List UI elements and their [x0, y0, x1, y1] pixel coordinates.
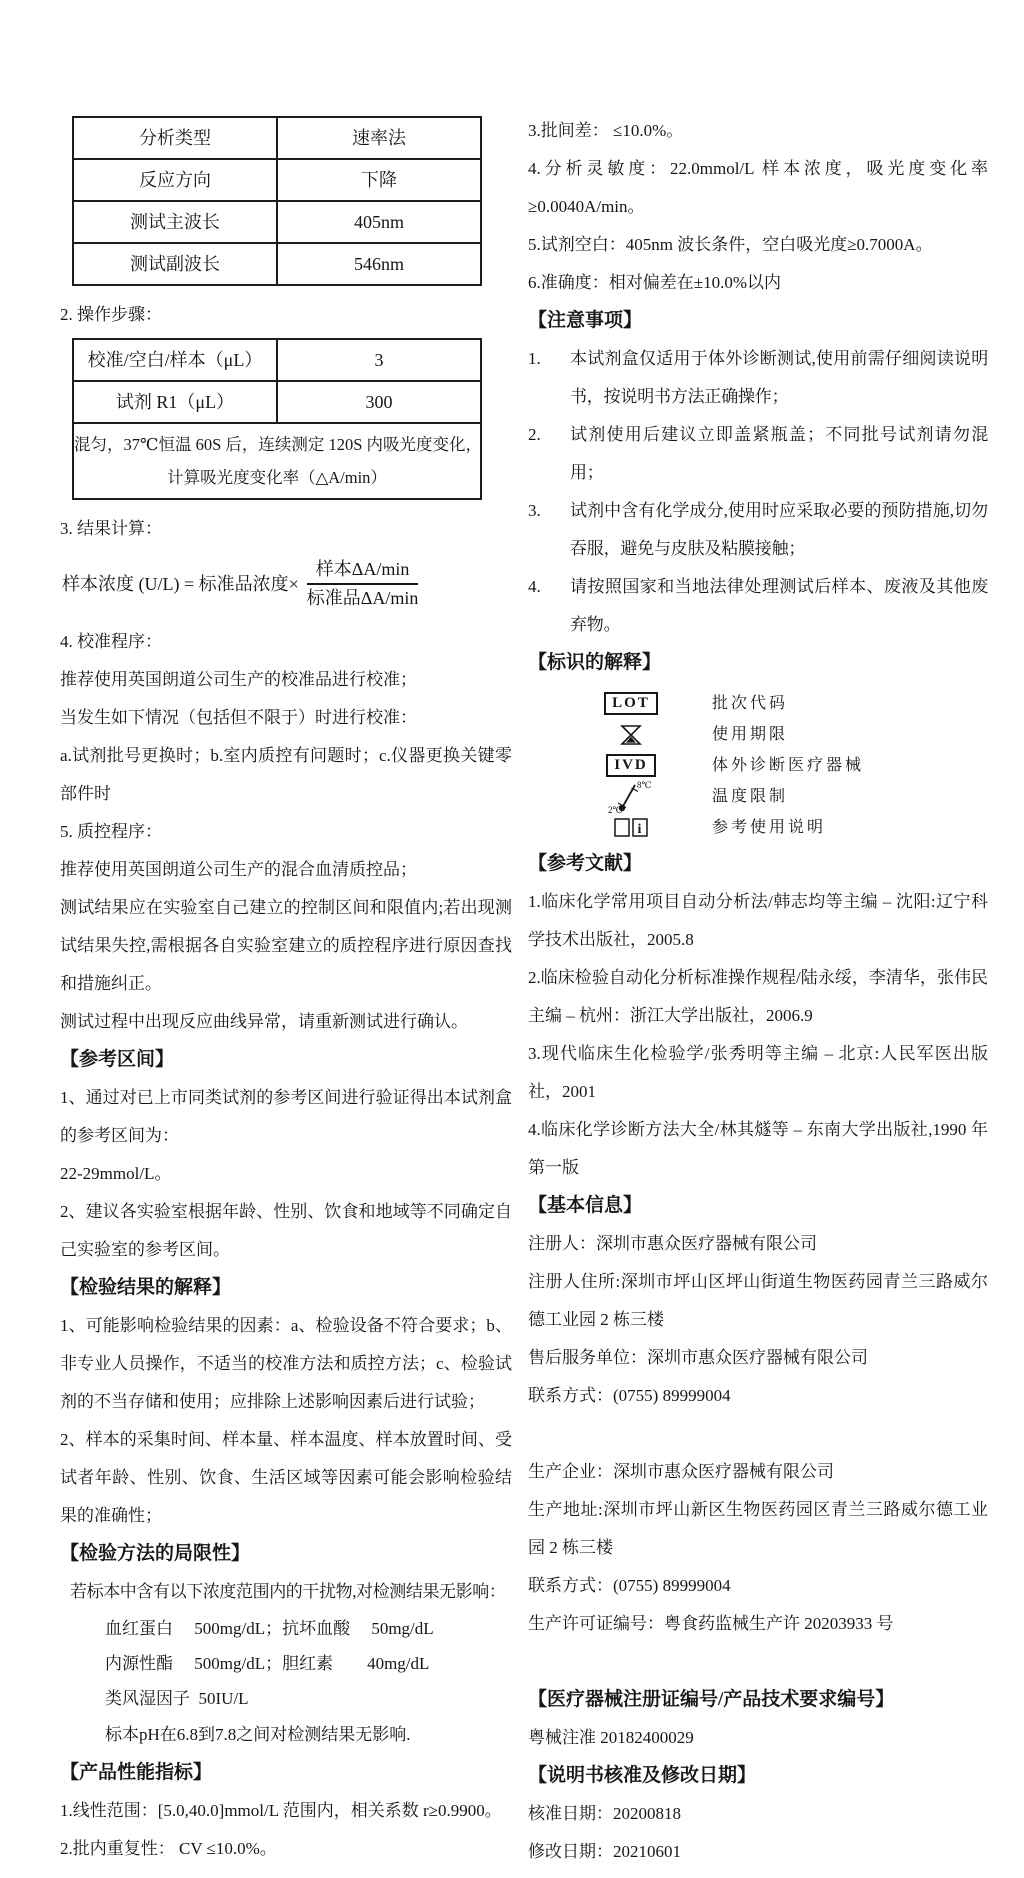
after-sales-line: 售后服务单位：深圳市惠众医疗器械有限公司: [528, 1348, 868, 1367]
param-label-cell: 测试副波长: [73, 243, 277, 285]
interference-line: 类风湿因子 50IU/L: [105, 1688, 249, 1708]
accuracy-spec: 6.准确度：相对偏差在±10.0%以内: [528, 273, 781, 292]
left-column: [60, 112, 512, 1868]
reference-item: 4.临床化学诊断方法大全/林其燧等 – 东南大学出版社,1990 年第一版: [528, 1120, 988, 1177]
reference-item: 3.现代临床生化检验学/张秀明等主编 – 北京:人民军医出版社，2001: [528, 1044, 988, 1101]
table-row: [73, 117, 481, 159]
param-label-cell: 分析类型: [73, 117, 277, 159]
operation-steps-table: [72, 338, 482, 500]
temperature-limit-icon: [607, 779, 655, 815]
interference-line: 内源性酯 500mg/dL；胆红素 40mg/dL: [105, 1653, 430, 1673]
table-row: [73, 159, 481, 201]
param-value-cell: 下降: [277, 159, 481, 201]
precaution-item: [528, 568, 988, 644]
qc-heading: 5. 质控程序：: [60, 821, 162, 841]
param-label-cell: 试剂 R1（μL）: [73, 381, 277, 423]
symbol-label: 参考使用说明: [712, 818, 827, 836]
dates-heading: 【说明书核准及修改日期】: [528, 1765, 757, 1786]
param-value-cell: 速率法: [277, 117, 481, 159]
precaution-number: 2.: [528, 425, 541, 444]
reference-interval-validation: 1、通过对已上市同类试剂的参考区间进行验证得出本试剂盒的参考区间为：: [60, 1087, 512, 1145]
formula-fraction: [307, 558, 419, 611]
precaution-item: [528, 340, 988, 416]
param-label-cell: 校准/空白/样本（μL）: [73, 339, 277, 381]
calibration-conditions: 当发生如下情况（包括但不限于）时进行校准：: [60, 707, 417, 727]
concentration-formula: [62, 558, 512, 611]
interference-intro: 若标本中含有以下浓度范围内的干扰物,对检测结果无影响：: [70, 1581, 506, 1601]
reference-interval-value: 22-29mmol/L。: [60, 1163, 172, 1183]
calibration-heading: 4. 校准程序：: [60, 631, 162, 651]
precaution-number: 1.: [528, 349, 541, 368]
precaution-text: 试剂中含有化学成分,使用时应采取必要的预防措施,切勿吞服，避免与皮肤及粘膜接触；: [570, 501, 988, 558]
formula-denominator: 标准品ΔA/min: [306, 588, 419, 609]
qc-curve-note: 测试过程中出现反应曲线异常，请重新测试进行确认。: [60, 1011, 468, 1031]
param-value-cell: 300: [277, 381, 481, 423]
reference-item: 1.临床化学常用项目自动分析法/韩志均等主编 – 沈阳:辽宁科学技术出版社，2005.8: [528, 892, 988, 949]
performance-heading: 【产品性能指标】: [60, 1761, 213, 1783]
table-row: [73, 423, 481, 499]
batch-difference-spec: 3.批间差： ≤10.0%。: [528, 121, 684, 140]
production-license-line: 生产许可证编号：粤食药监械生产许 20203933 号: [528, 1614, 894, 1633]
precaution-number: 4.: [528, 577, 541, 596]
registration-number: 粤械注准 20182400029: [528, 1728, 694, 1747]
formula-numerator: 样本ΔA/min: [307, 558, 419, 585]
manual-icon: [613, 816, 649, 840]
precaution-item: [528, 416, 988, 492]
table-row: [73, 381, 481, 423]
method-limitations-heading: 【检验方法的局限性】: [60, 1542, 251, 1564]
sample-ph-note: 标本pH在6.8到7.8之间对检测结果无影响.: [105, 1724, 411, 1744]
precaution-item: [528, 492, 988, 568]
param-label-cell: 测试主波长: [73, 201, 277, 243]
approval-date: 核准日期：20200818: [528, 1804, 681, 1823]
hourglass-icon: [618, 724, 644, 746]
operation-steps-heading: 2. 操作步骤：: [60, 305, 162, 324]
param-label-cell: 反应方向: [73, 159, 277, 201]
calibration-triggers: a.试剂批号更换时；b.室内质控有问题时；c.仪器更换关键零部件时: [60, 745, 512, 803]
svg-text:2℃: 2℃: [608, 804, 623, 815]
formula-lhs: 样本浓度 (U/L) = 标准品浓度×: [62, 573, 299, 594]
symbol-label: 体外诊断医疗器械: [712, 756, 865, 774]
svg-text:8℃: 8℃: [637, 779, 652, 790]
precaution-text: 请按照国家和当地法律处理测试后样本、废液及其他废弃物。: [570, 577, 988, 634]
lot-icon: LOT: [604, 692, 658, 715]
manufacturing-address-line: 生产地址:深圳市坪山新区生物医药园区青兰三路威尔德工业园 2 栋三楼: [528, 1500, 988, 1557]
registrant-line: 注册人：深圳市惠众医疗器械有限公司: [528, 1234, 817, 1253]
repeatability-spec: 2.批内重复性： CV ≤10.0%。: [60, 1838, 277, 1858]
linearity-spec: 1.线性范围：[5.0,40.0]mmol/L 范围内，相关系数 r≥0.9900。: [60, 1800, 502, 1820]
references-heading: 【参考文献】: [528, 853, 643, 874]
spacer: [528, 1643, 988, 1681]
interference-line: 血红蛋白 500mg/dL；抗坏血酸 50mg/dL: [105, 1618, 434, 1638]
right-column: [528, 112, 988, 1871]
modification-date: 修改日期：20210601: [528, 1842, 681, 1861]
interpretation-sample-factors: 2、样本的采集时间、样本量、样本温度、样本放置时间、受试者年龄、性别、饮食、生活区域等因素可能会影响检验结果的准确性；: [60, 1429, 512, 1525]
mixing-note-line1: 混匀，37℃恒温 60S 后，连续测定 120S 内吸光度变化，: [74, 435, 483, 454]
calibration-recommendation: 推荐使用英国朗道公司生产的校准品进行校准；: [60, 669, 417, 689]
ivd-icon: IVD: [606, 754, 656, 777]
param-value-cell: 546nm: [277, 243, 481, 285]
symbols-table: [528, 688, 988, 843]
mixing-note-line2: 计算吸光度变化率（△A/min）: [167, 468, 387, 487]
assay-parameters-table: [72, 116, 482, 286]
contact-line: 联系方式：(0755) 89999004: [528, 1386, 731, 1405]
table-row: [73, 243, 481, 285]
contact-line: 联系方式：(0755) 89999004: [528, 1576, 731, 1595]
param-value-cell: 405nm: [277, 201, 481, 243]
qc-recommendation: 推荐使用英国朗道公司生产的混合血清质控品；: [60, 859, 417, 879]
reference-interval-heading: 【参考区间】: [60, 1048, 175, 1070]
basic-info-heading: 【基本信息】: [528, 1195, 643, 1216]
spacer: [528, 1415, 988, 1453]
symbols-heading: 【标识的解释】: [528, 652, 662, 673]
symbol-label: 批次代码: [712, 694, 789, 712]
registrant-address-line: 注册人住所:深圳市坪山区坪山街道生物医药园青兰三路威尔德工业园 2 栋三楼: [528, 1272, 988, 1329]
symbol-label: 温度限制: [712, 787, 789, 805]
registration-number-heading: 【医疗器械注册证编号/产品技术要求编号】: [528, 1689, 895, 1710]
precautions-heading: 【注意事项】: [528, 310, 643, 331]
reference-item: 2.临床检验自动化分析标准操作规程/陆永绥，李清华，张伟民主编 – 杭州：浙江大学出版社，2006.9: [528, 968, 988, 1025]
symbol-row: [528, 719, 988, 750]
svg-text:i: i: [637, 821, 642, 837]
precaution-number: 3.: [528, 501, 541, 520]
qc-control-range: 测试结果应在实验室自己建立的控制区间和限值内;若出现测试结果失控,需根据各自实验室建立的质控程序进行原因查找和措施纠正。: [60, 897, 512, 993]
param-value-cell: 3: [277, 339, 481, 381]
sensitivity-spec: 4.分析灵敏度：22.0mmol/L 样本浓度，吸光度变化率≥0.0040A/min。: [528, 159, 988, 216]
symbol-row: [528, 779, 988, 815]
precaution-text: 试剂使用后建议立即盖紧瓶盖；不同批号试剂请勿混用；: [570, 425, 988, 482]
reference-interval-advice: 2、建议各实验室根据年龄、性别、饮食和地域等不同确定自己实验室的参考区间。: [60, 1201, 512, 1259]
manufacturer-line: 生产企业：深圳市惠众医疗器械有限公司: [528, 1462, 834, 1481]
table-row: [73, 201, 481, 243]
symbol-row: [528, 688, 988, 719]
precaution-text: 本试剂盒仅适用于体外诊断测试,使用前需仔细阅读说明书，按说明书方法正确操作；: [570, 349, 988, 406]
symbol-row: [528, 812, 988, 843]
symbol-row: [528, 750, 988, 781]
reagent-blank-spec: 5.试剂空白：405nm 波长条件，空白吸光度≥0.7000A。: [528, 235, 933, 254]
interpretation-factors: 1、可能影响检验结果的因素：a、检验设备不符合要求；b、非专业人员操作，不适当的校准方法和质控方法；c、检验试剂的不当存储和使用；应排除上述影响因素后进行试验；: [60, 1315, 512, 1411]
symbol-label: 使用期限: [712, 725, 789, 743]
result-calculation-heading: 3. 结果计算：: [60, 519, 162, 538]
result-interpretation-heading: 【检验结果的解释】: [60, 1276, 232, 1298]
mixing-note: [73, 423, 481, 499]
table-row: [73, 339, 481, 381]
